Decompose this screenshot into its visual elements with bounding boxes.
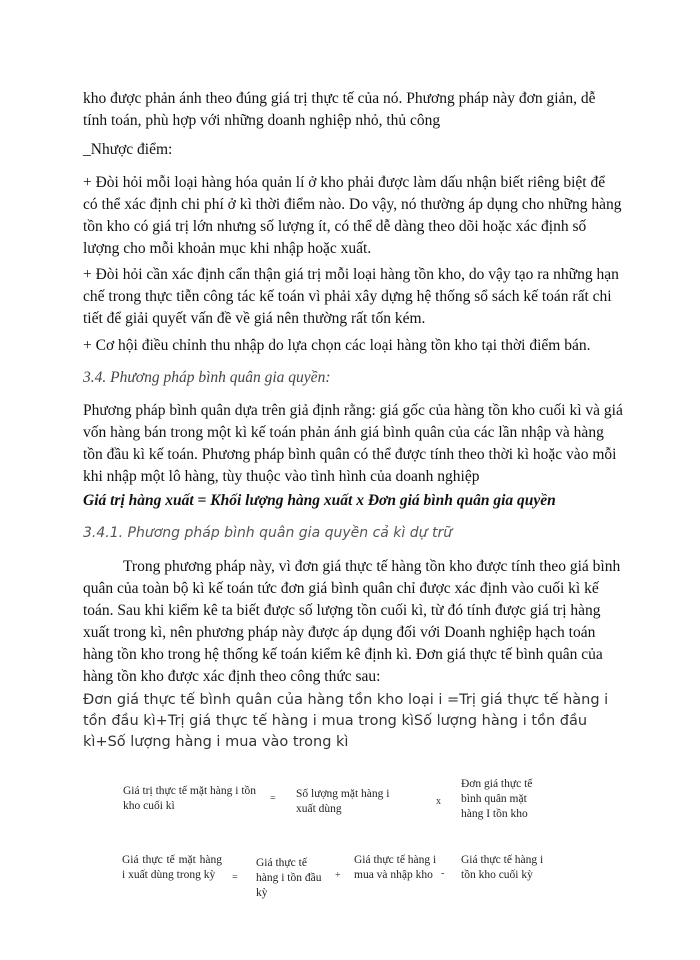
formula2-closing-value: Giá thực tế hàng i tồn kho cuối kỳ — [461, 854, 544, 881]
paragraph-disadvantage-3: + Cơ hội điều chỉnh thu nhập do lựa chọn các loại hàng tồn kho tại thời điểm bán. — [83, 337, 591, 354]
formula1-ending-value: Giá trị thực tế mặt hàng i tồn kho cuối kì — [123, 785, 257, 812]
disadvantages-heading: _Nhược điểm: — [83, 141, 173, 158]
formula2-equals: = — [232, 872, 238, 883]
formula2-minus: - — [441, 868, 445, 879]
paragraph-weighted-average: Phương pháp bình quân dựa trên giả định rằng: giá gốc của hàng tồn kho cuối kì và giá vốn hàng bán trong một kì kế toán phản ánh giá bình quân của các lần nhập và hàng tồn đầu kì kế toán. Phương pháp bình quân có thể được tính theo thời kì hoặc vào mỗi khi nhập một lô hàng, tùy thuộc vào tình hình của doanh nghiệp — [83, 402, 623, 485]
formula-export-value: Giá trị hàng xuất = Khối lượng hàng xuất x Đơn giá bình quân gia quyền — [83, 492, 556, 509]
paragraph-disadvantage-2: + Đòi hỏi cần xác định cẩn thận giá trị mỗi loại hàng tồn kho, do vậy tạo ra những hạn chế trong thực tiễn công tác kế toán vì phải xây dựng hệ thống sổ sách kế toán rất chi tiết để giải quyết vấn đề về giá nên thường rất tốn kém. — [83, 266, 619, 327]
section-heading-3-4-1: 3.4.1. Phương pháp bình quân gia quyền cả kì dự trữ — [83, 525, 453, 541]
formula2-issued-value: Giá thực tế mặt hàng i xuất dùng trong kỳ — [122, 854, 222, 881]
formula1-quantity: Số lượng mặt hàng i xuất dùng — [296, 788, 390, 815]
formula1-times: x — [436, 796, 441, 807]
formula2-purchase-value: Giá thực tế hàng i mua và nhập kho — [354, 854, 437, 881]
formula2-opening-value: Giá thực tế hàng i tồn đầu kỳ — [256, 857, 322, 899]
paragraph-advantages-end: kho được phản ánh theo đúng giá trị thực tế của nó. Phương pháp này đơn giản, dễ tính toán, phù hợp với những doanh nghiệp nhỏ, thủ công — [83, 90, 596, 129]
paragraph-periodic-method: Trong phương pháp này, vì đơn giá thực tế hàng tồn kho được tính theo giá bình quân của toàn bộ kì kế toán tức đơn giá bình quân chỉ được xác định vào cuối kì kế toán. Sau khi kiểm kê ta biết được số lượng tồn cuối kì, từ đó tính được giá trị hàng xuất trong kì, nên phương pháp này được áp dụng đối với Doanh nghiệp hạch toán hàng tồn kho trong hệ thống kế toán kiểm kê định kì. Đơn giá thực tế bình quân của hàng tồn kho được xác định theo công thức sau: — [83, 558, 621, 685]
formula1-equals: = — [270, 793, 276, 804]
formula2-plus: + — [335, 870, 341, 881]
formula1-unit-price: Đơn giá thực tế bình quân mặt hàng I tồn kho — [461, 778, 533, 820]
section-heading-3-4: 3.4. Phương pháp bình quân gia quyền: — [83, 369, 331, 386]
paragraph-disadvantage-1: + Đòi hỏi mỗi loại hàng hóa quản lí ở kho phải được làm dấu nhận biết riêng biệt để có thể xác định chi phí ở kì thời điểm nào. Do vậy, nó thường áp dụng cho những hàng tồn kho có giá trị lớn nhưng số lượng ít, có thể dễ dàng theo dõi hoặc xác định số lượng cho mỗi khoản mục khi nhập hoặc xuất. — [83, 174, 622, 257]
paragraph-unit-price-formula: Đơn giá thực tế bình quân của hàng tồn kho loại i =Trị giá thực tế hàng i tồn đầu kì+Trị giá thực tế hàng i mua trong kìSố lượng hàng i tồn đầu kì+Số lượng hàng i mua vào trong kì — [83, 692, 609, 750]
